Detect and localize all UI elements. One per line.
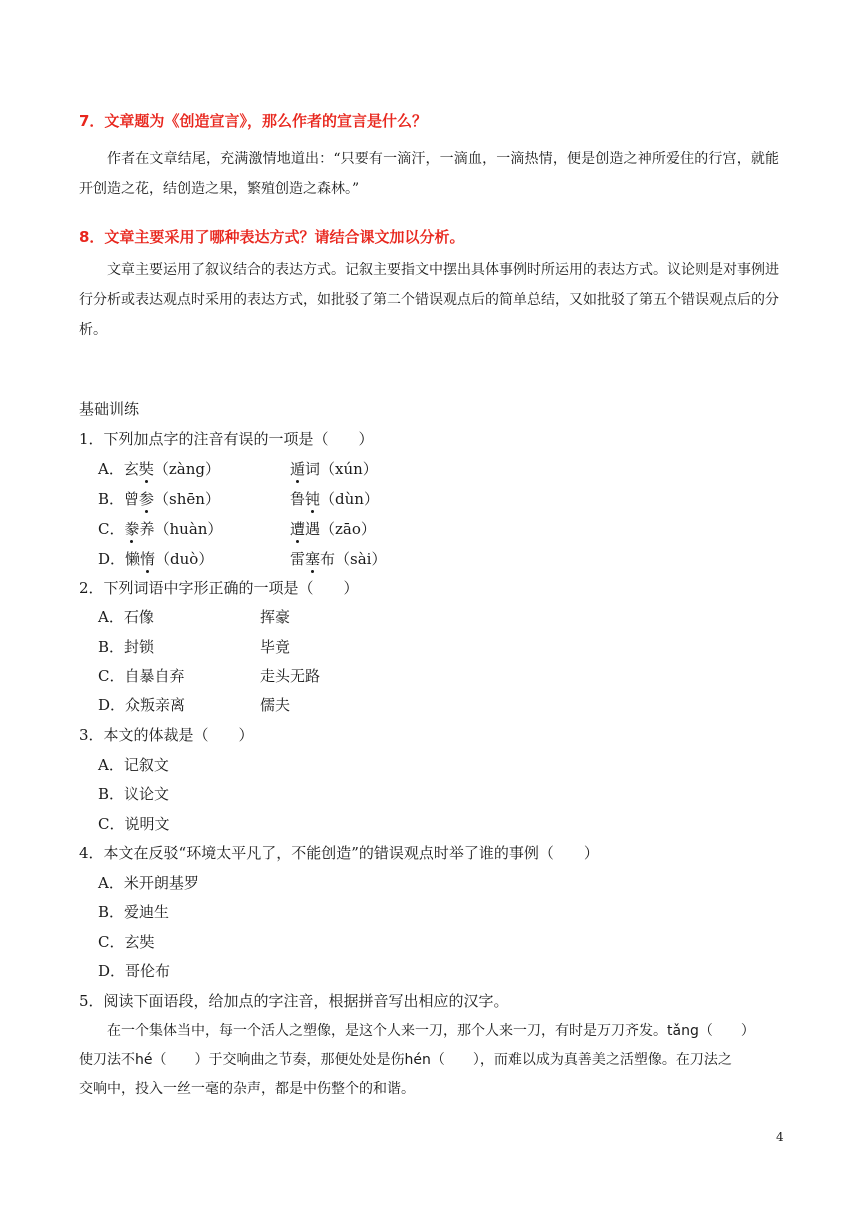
exercise-4-option-d: D．哥伦布 xyxy=(98,962,171,980)
exercise-1-stem: 1．下列加点字的注音有误的一项是（ ） xyxy=(79,430,374,448)
exercise-4-stem: 4．本文在反驳“环境太平凡了，不能创造”的错误观点时举了谁的事例（ ） xyxy=(79,844,599,862)
exercise-1-option-c: C．豢养（huàn） xyxy=(98,520,223,538)
exercise-2-option-b: B．封锁 xyxy=(98,638,155,656)
exercise-3-option-a: A．记叙文 xyxy=(98,756,169,774)
page-number: 4 xyxy=(776,1130,784,1144)
dotted-char: 奘 xyxy=(138,460,154,478)
exercise-1-option-a: A．玄奘（zàng） xyxy=(98,460,220,478)
exercise-1-option-b: B．曾参（shēn） xyxy=(98,490,220,508)
dotted-char: 钝 xyxy=(305,490,321,508)
exercise-2-option-c: C．自暴自弃 xyxy=(98,667,185,685)
exercise-2-option-a: A．石像 xyxy=(98,608,154,626)
dotted-char: 塞 xyxy=(305,550,321,568)
dotted-char: 参 xyxy=(139,490,155,508)
dotted-char: 遭 xyxy=(290,520,306,538)
exercise-1-option-a2: 遁词（xún） xyxy=(290,460,378,478)
question-8-title: 8．文章主要采用了哪种表达方式？请结合课文加以分析。 xyxy=(79,228,465,246)
exercise-4-option-c: C．玄奘 xyxy=(98,933,155,951)
exercise-2-option-c2: 走头无路 xyxy=(260,667,321,685)
exercise-1-option-b2: 鲁钝（dùn） xyxy=(290,490,379,508)
dotted-char: 遁 xyxy=(290,460,306,478)
exercise-4-option-b: B．爱迪生 xyxy=(98,903,170,921)
exercise-2-option-a2: 挥豪 xyxy=(260,608,291,626)
exercise-2-stem: 2．下列词语中字形正确的一项是（ ） xyxy=(79,579,359,597)
exercise-3-option-c: C．说明文 xyxy=(98,815,170,833)
exercise-5-stem: 5．阅读下面语段，给加点的字注音，根据拼音写出相应的汉字。 xyxy=(79,992,509,1010)
question-7-answer: 作者在文章结尾，充满激情地道出：“只要有一滴汗，一滴血，一滴热情，便是创造之神所爱住的行宫，就能开创造之花，结创造之果，繁殖创造之森林。” xyxy=(79,151,779,197)
exercise-3-option-b: B．议论文 xyxy=(98,785,170,803)
section-title: 基础训练 xyxy=(79,400,140,418)
exercise-2-option-d: D．众叛亲离 xyxy=(98,696,186,714)
exercise-1-option-c2: 遭遇（zāo） xyxy=(290,520,376,538)
dotted-char: 豢 xyxy=(124,520,140,538)
exercise-5-passage-line-1: 在一个集体当中，每一个活人之塑像，是这个人来一刀，那个人来一刀，有时是万刀齐发。tǎng（ ） xyxy=(107,1023,755,1039)
question-7-title: 7．文章题为《创造宣言》，那么作者的宣言是什么？ xyxy=(79,112,427,130)
dotted-char: 惰 xyxy=(140,550,156,568)
exercise-3-stem: 3．本文的体裁是（ ） xyxy=(79,726,254,744)
exercise-5-passage-line-3: 交响中，投入一丝一毫的杂声，都是中伤整个的和谐。 xyxy=(79,1081,415,1097)
exercise-4-option-a: A．米开朗基罗 xyxy=(98,874,199,892)
exercise-2-option-b2: 毕竟 xyxy=(260,638,291,656)
exercise-5-passage-line-2: 使刀法不hé（ ）于交响曲之节奏，那便处处是伤hén（ ），而难以成为真善美之活塑像。在刀法之 xyxy=(79,1052,732,1068)
exercise-1-option-d: D．懒惰（duò） xyxy=(98,550,214,568)
question-8-answer: 文章主要运用了叙议结合的表达方式。记叙主要指文中摆出具体事例时所运用的表达方式。议论则是对事例进行分析或表达观点时采用的表达方式，如批驳了第二个错误观点后的简单总结，又如批驳了第五个错误观点后的分析。 xyxy=(79,262,779,338)
exercise-1-option-d2: 雷塞布（sài） xyxy=(290,550,387,568)
exercise-2-option-d2: 儒夫 xyxy=(260,696,291,714)
